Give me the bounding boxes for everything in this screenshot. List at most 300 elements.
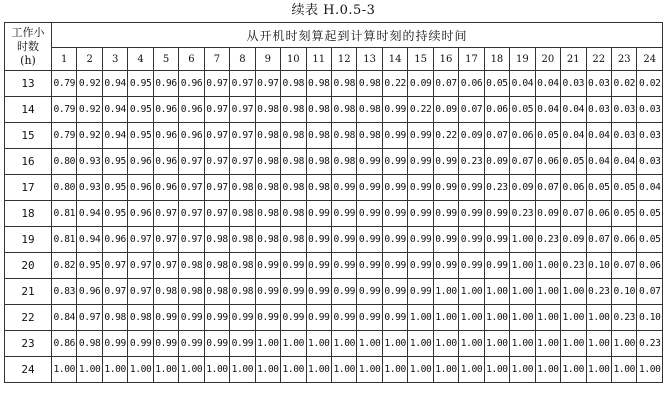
table-cell: 0.96 [128, 201, 153, 227]
table-cell: 0.07 [535, 175, 560, 201]
table-cell: 1.00 [484, 305, 509, 331]
hour-column-header: 14 [382, 48, 407, 71]
table-cell: 0.99 [204, 305, 229, 331]
table-cell: 0.98 [230, 175, 255, 201]
table-cell: 0.99 [331, 305, 356, 331]
table-cell: 0.03 [586, 71, 611, 97]
table-row [5, 201, 663, 227]
table-cell: 0.97 [230, 149, 255, 175]
row-hours-label: 15 [5, 123, 52, 149]
table-cell: 1.00 [433, 357, 458, 383]
table-cell: 1.00 [52, 357, 77, 383]
table-cell: 0.95 [102, 201, 127, 227]
table-cell: 0.95 [77, 253, 102, 279]
table-cell: 0.10 [586, 253, 611, 279]
table-cell: 0.95 [128, 97, 153, 123]
table-cell: 1.00 [179, 357, 204, 383]
table-cell: 0.05 [561, 149, 586, 175]
table-cell: 0.97 [204, 149, 229, 175]
table-cell: 0.97 [128, 253, 153, 279]
table-cell: 0.07 [484, 123, 509, 149]
table-cell: 0.99 [357, 253, 382, 279]
table-cell: 0.97 [204, 97, 229, 123]
hour-column-header: 10 [281, 48, 306, 71]
table-cell: 0.97 [153, 253, 178, 279]
table-cell: 0.98 [281, 97, 306, 123]
hour-column-header: 4 [128, 48, 153, 71]
table-cell: 0.97 [255, 71, 280, 97]
table-cell: 0.98 [255, 149, 280, 175]
duration-span-header: 从开机时刻算起到计算时刻的持续时间 [52, 23, 663, 48]
table-cell: 0.09 [561, 227, 586, 253]
table-cell: 0.95 [128, 123, 153, 149]
table-cell: 0.05 [611, 175, 636, 201]
hour-column-header: 22 [586, 48, 611, 71]
table-cell: 0.03 [586, 97, 611, 123]
table-cell: 0.99 [230, 331, 255, 357]
table-cell: 0.98 [281, 175, 306, 201]
table-cell: 0.98 [306, 175, 331, 201]
table-cell: 0.05 [611, 201, 636, 227]
table-cell: 0.99 [459, 175, 484, 201]
table-cell: 1.00 [510, 279, 535, 305]
table-cell: 0.07 [510, 149, 535, 175]
table-cell: 0.86 [52, 331, 77, 357]
table-cell: 0.97 [204, 201, 229, 227]
hour-column-header-row [5, 48, 663, 71]
table-cell: 1.00 [459, 331, 484, 357]
table-cell: 0.97 [204, 175, 229, 201]
table-cell: 1.00 [459, 279, 484, 305]
table-cell: 0.99 [179, 305, 204, 331]
table-cell: 0.99 [382, 227, 407, 253]
table-row [5, 123, 663, 149]
table-cell: 1.00 [433, 331, 458, 357]
table-row [5, 305, 663, 331]
table-cell: 1.00 [357, 331, 382, 357]
table-cell: 0.99 [357, 227, 382, 253]
table-cell: 0.98 [281, 149, 306, 175]
table-row [5, 357, 663, 383]
table-cell: 1.00 [408, 331, 433, 357]
table-cell: 0.99 [484, 227, 509, 253]
table-cell: 0.99 [255, 253, 280, 279]
table-cell: 0.79 [52, 71, 77, 97]
table-cell: 0.99 [331, 253, 356, 279]
table-cell: 0.99 [408, 227, 433, 253]
table-cell: 0.99 [306, 253, 331, 279]
hour-column-header: 24 [637, 48, 663, 71]
table-row [5, 331, 663, 357]
hour-column-header: 8 [230, 48, 255, 71]
table-cell: 1.00 [77, 357, 102, 383]
table-cell: 0.81 [52, 227, 77, 253]
table-cell: 0.96 [153, 71, 178, 97]
table-cell: 0.96 [179, 97, 204, 123]
table-cell: 0.98 [306, 149, 331, 175]
table-cell: 0.98 [255, 97, 280, 123]
table-cell: 0.23 [510, 201, 535, 227]
table-row [5, 149, 663, 175]
table-cell: 1.00 [586, 331, 611, 357]
table-cell: 0.99 [306, 201, 331, 227]
table-cell: 0.23 [611, 305, 636, 331]
table-cell: 1.00 [255, 331, 280, 357]
table-cell: 0.98 [306, 71, 331, 97]
table-cell: 1.00 [510, 253, 535, 279]
table-cell: 1.00 [102, 357, 127, 383]
row-hours-label: 17 [5, 175, 52, 201]
table-cell: 1.00 [306, 357, 331, 383]
table-cell: 0.07 [637, 279, 663, 305]
table-cell: 0.99 [102, 331, 127, 357]
table-row [5, 97, 663, 123]
row-hours-label: 21 [5, 279, 52, 305]
table-cell: 0.99 [433, 175, 458, 201]
table-cell: 0.98 [331, 149, 356, 175]
table-cell: 0.03 [637, 123, 663, 149]
table-cell: 0.99 [408, 123, 433, 149]
table-cell: 0.98 [255, 227, 280, 253]
table-cell: 0.97 [102, 253, 127, 279]
table-cell: 0.10 [611, 279, 636, 305]
hour-column-header: 11 [306, 48, 331, 71]
table-cell: 0.04 [561, 123, 586, 149]
hour-column-header: 1 [52, 48, 77, 71]
table-cell: 0.99 [331, 175, 356, 201]
table-cell: 1.00 [484, 331, 509, 357]
table-cell: 0.03 [561, 71, 586, 97]
table-cell: 0.97 [204, 123, 229, 149]
table-row [5, 279, 663, 305]
table-cell: 0.81 [52, 201, 77, 227]
table-cell: 0.79 [52, 123, 77, 149]
table-cell: 0.99 [179, 331, 204, 357]
table-cell: 0.92 [77, 97, 102, 123]
table-cell: 0.99 [382, 279, 407, 305]
table-cell: 0.99 [408, 279, 433, 305]
table-cell: 0.94 [102, 97, 127, 123]
table-cell: 1.00 [484, 357, 509, 383]
table-cell: 0.97 [230, 123, 255, 149]
table-cell: 1.00 [510, 227, 535, 253]
hour-column-header: 18 [484, 48, 509, 71]
table-cell: 0.98 [153, 279, 178, 305]
table-cell: 0.97 [179, 149, 204, 175]
duration-coefficient-table [4, 22, 663, 383]
table-cell: 0.96 [153, 149, 178, 175]
table-cell: 0.96 [179, 71, 204, 97]
table-cell: 0.98 [331, 123, 356, 149]
table-cell: 1.00 [281, 357, 306, 383]
table-cell: 0.99 [153, 331, 178, 357]
table-cell: 0.98 [357, 123, 382, 149]
table-cell: 0.99 [230, 305, 255, 331]
row-hours-label: 14 [5, 97, 52, 123]
table-cell: 0.98 [230, 279, 255, 305]
table-cell: 1.00 [535, 279, 560, 305]
table-cell: 1.00 [561, 305, 586, 331]
table-cell: 1.00 [535, 331, 560, 357]
row-hours-label: 22 [5, 305, 52, 331]
table-cell: 0.96 [153, 97, 178, 123]
table-cell: 0.98 [306, 97, 331, 123]
row-hours-label: 20 [5, 253, 52, 279]
table-cell: 0.95 [102, 149, 127, 175]
table-cell: 0.06 [611, 227, 636, 253]
table-cell: 0.23 [637, 331, 663, 357]
table-cell: 1.00 [382, 357, 407, 383]
table-cell: 0.99 [357, 201, 382, 227]
table-cell: 0.99 [408, 149, 433, 175]
table-cell: 0.97 [102, 279, 127, 305]
table-cell: 0.97 [230, 97, 255, 123]
table-cell: 0.09 [408, 71, 433, 97]
table-cell: 0.98 [230, 201, 255, 227]
table-cell: 0.97 [128, 227, 153, 253]
row-hours-label: 16 [5, 149, 52, 175]
table-cell: 1.00 [484, 279, 509, 305]
table-cell: 1.00 [255, 357, 280, 383]
corner-line-3: (h) [20, 53, 36, 67]
hour-column-header: 19 [510, 48, 535, 71]
table-cell: 0.97 [153, 201, 178, 227]
table-cell: 1.00 [306, 331, 331, 357]
table-cell: 0.99 [357, 305, 382, 331]
table-cell: 0.04 [510, 71, 535, 97]
hour-column-header: 5 [153, 48, 178, 71]
table-cell: 0.07 [561, 201, 586, 227]
table-cell: 0.95 [102, 175, 127, 201]
table-cell: 1.00 [331, 357, 356, 383]
table-cell: 1.00 [611, 357, 636, 383]
table-cell: 0.10 [637, 305, 663, 331]
table-cell: 0.04 [637, 175, 663, 201]
corner-line-2: 时数 [17, 39, 39, 53]
table-cell: 1.00 [281, 331, 306, 357]
table-cell: 0.02 [637, 71, 663, 97]
table-cell: 0.97 [179, 201, 204, 227]
table-cell: 0.07 [611, 253, 636, 279]
table-cell: 0.97 [128, 279, 153, 305]
table-cell: 1.00 [331, 331, 356, 357]
table-cell: 0.98 [230, 227, 255, 253]
table-cell: 0.99 [255, 279, 280, 305]
table-cell: 0.98 [281, 201, 306, 227]
table-cell: 0.94 [77, 201, 102, 227]
table-cell: 0.99 [331, 279, 356, 305]
table-cell: 1.00 [535, 253, 560, 279]
table-cell: 0.99 [484, 253, 509, 279]
table-cell: 0.99 [281, 279, 306, 305]
table-cell: 0.83 [52, 279, 77, 305]
table-cell: 0.04 [535, 97, 560, 123]
table-cell: 0.05 [535, 123, 560, 149]
table-cell: 0.04 [561, 97, 586, 123]
table-cell: 1.00 [357, 357, 382, 383]
hour-column-header: 21 [561, 48, 586, 71]
table-cell: 0.98 [331, 97, 356, 123]
row-hours-label: 19 [5, 227, 52, 253]
hour-column-header: 9 [255, 48, 280, 71]
table-cell: 0.98 [179, 279, 204, 305]
hour-column-header: 12 [331, 48, 356, 71]
table-cell: 0.94 [102, 71, 127, 97]
table-cell: 0.05 [637, 227, 663, 253]
table-cell: 0.99 [306, 305, 331, 331]
table-cell: 0.96 [77, 279, 102, 305]
table-cell: 0.23 [459, 149, 484, 175]
table-cell: 0.99 [433, 201, 458, 227]
table-cell: 0.99 [357, 175, 382, 201]
table-cell: 0.09 [535, 201, 560, 227]
table-cell: 0.99 [382, 149, 407, 175]
table-cell: 0.79 [52, 97, 77, 123]
hour-column-header: 7 [204, 48, 229, 71]
table-cell: 1.00 [433, 305, 458, 331]
table-row [5, 227, 663, 253]
hour-column-header: 3 [102, 48, 127, 71]
table-cell: 0.80 [52, 149, 77, 175]
table-cell: 0.95 [128, 71, 153, 97]
table-body [5, 71, 663, 383]
table-cell: 0.06 [484, 97, 509, 123]
table-cell: 0.82 [52, 253, 77, 279]
table-cell: 0.05 [637, 201, 663, 227]
table-cell: 0.97 [153, 227, 178, 253]
table-cell: 1.00 [561, 279, 586, 305]
table-cell: 0.99 [382, 175, 407, 201]
table-cell: 0.99 [459, 201, 484, 227]
table-cell: 0.09 [459, 123, 484, 149]
table-cell: 0.92 [77, 123, 102, 149]
table-cell: 0.04 [586, 123, 611, 149]
table-cell: 0.99 [331, 227, 356, 253]
table-cell: 0.06 [586, 201, 611, 227]
table-cell: 0.23 [484, 175, 509, 201]
table-cell: 1.00 [459, 305, 484, 331]
row-hours-label: 13 [5, 71, 52, 97]
table-cell: 0.98 [357, 71, 382, 97]
table-cell: 0.99 [281, 305, 306, 331]
table-cell: 1.00 [230, 357, 255, 383]
table-cell: 0.05 [484, 71, 509, 97]
table-row [5, 175, 663, 201]
corner-header [5, 23, 52, 71]
row-hours-label: 23 [5, 331, 52, 357]
table-cell: 0.04 [611, 149, 636, 175]
table-cell: 0.07 [459, 97, 484, 123]
table-cell: 0.99 [357, 149, 382, 175]
hour-column-header: 6 [179, 48, 204, 71]
table-cell: 0.06 [637, 253, 663, 279]
table-cell: 0.03 [637, 149, 663, 175]
table-cell: 0.94 [102, 123, 127, 149]
table-cell: 0.07 [586, 227, 611, 253]
table-cell: 0.96 [128, 149, 153, 175]
table-cell: 0.98 [77, 331, 102, 357]
table-cell: 0.98 [281, 123, 306, 149]
table-cell: 0.06 [535, 149, 560, 175]
table-cell: 0.99 [306, 227, 331, 253]
table-cell: 0.99 [255, 305, 280, 331]
table-cell: 1.00 [382, 331, 407, 357]
table-cell: 0.99 [382, 123, 407, 149]
table-cell: 0.99 [382, 305, 407, 331]
table-cell: 0.07 [433, 71, 458, 97]
table-cell: 0.06 [510, 123, 535, 149]
table-cell: 0.98 [306, 123, 331, 149]
table-cell: 1.00 [561, 357, 586, 383]
hour-column-header: 23 [611, 48, 636, 71]
table-cell: 1.00 [535, 357, 560, 383]
table-cell: 0.04 [586, 149, 611, 175]
hour-column-header: 17 [459, 48, 484, 71]
table-cell: 0.97 [77, 305, 102, 331]
table-cell: 0.99 [331, 201, 356, 227]
table-cell: 0.98 [204, 227, 229, 253]
table-title: 续表 H.0.5-3 [291, 3, 376, 18]
table-cell: 0.05 [586, 175, 611, 201]
table-cell: 0.05 [510, 97, 535, 123]
table-cell: 0.92 [77, 71, 102, 97]
table-cell: 0.22 [408, 97, 433, 123]
table-cell: 1.00 [586, 357, 611, 383]
table-cell: 0.96 [102, 227, 127, 253]
table-cell: 1.00 [561, 331, 586, 357]
table-cell: 0.98 [179, 253, 204, 279]
table-cell: 0.98 [128, 305, 153, 331]
table-cell: 1.00 [408, 305, 433, 331]
table-cell: 0.97 [179, 175, 204, 201]
table-cell: 1.00 [153, 357, 178, 383]
table-cell: 0.99 [433, 227, 458, 253]
table-cell: 0.99 [433, 149, 458, 175]
table-cell: 0.99 [459, 253, 484, 279]
table-cell: 0.96 [153, 175, 178, 201]
table-cell: 0.98 [255, 201, 280, 227]
table-cell: 0.97 [179, 227, 204, 253]
table-cell: 0.09 [484, 149, 509, 175]
table-cell: 0.98 [204, 253, 229, 279]
table-cell: 0.23 [586, 279, 611, 305]
table-cell: 0.09 [433, 97, 458, 123]
table-cell: 0.99 [357, 279, 382, 305]
table-row [5, 71, 663, 97]
row-hours-label: 24 [5, 357, 52, 383]
table-cell: 0.98 [281, 227, 306, 253]
table-cell: 0.99 [408, 253, 433, 279]
table-cell: 0.99 [382, 97, 407, 123]
row-hours-label: 18 [5, 201, 52, 227]
table-cell: 1.00 [408, 357, 433, 383]
table-cell: 0.96 [153, 123, 178, 149]
table-cell: 0.96 [179, 123, 204, 149]
table-cell: 0.03 [637, 97, 663, 123]
table-cell: 0.99 [433, 253, 458, 279]
hour-column-header: 2 [77, 48, 102, 71]
table-cell: 1.00 [510, 331, 535, 357]
table-cell: 0.98 [357, 97, 382, 123]
table-cell: 0.99 [484, 201, 509, 227]
table-cell: 1.00 [510, 357, 535, 383]
table-cell: 0.98 [255, 175, 280, 201]
table-cell: 1.00 [433, 279, 458, 305]
table-cell: 0.93 [77, 149, 102, 175]
table-cell: 0.03 [611, 123, 636, 149]
table-cell: 0.99 [153, 305, 178, 331]
table-cell: 1.00 [535, 305, 560, 331]
